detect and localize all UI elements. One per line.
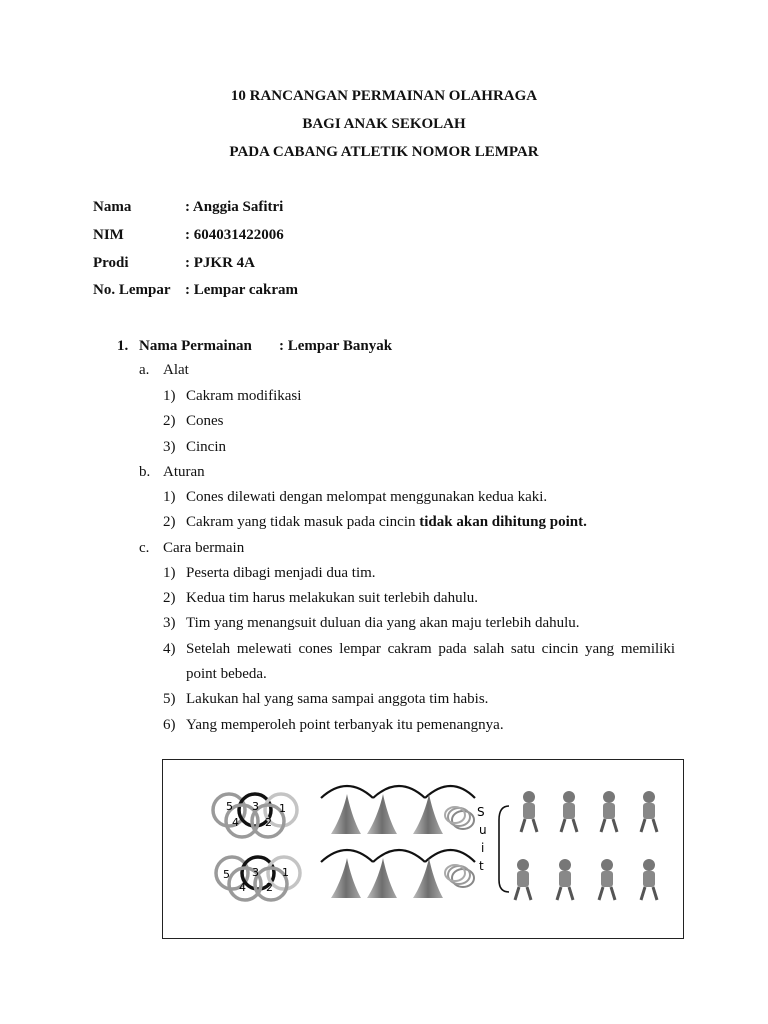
aturan-item-plain: Cakram yang tidak masuk pada cincin (186, 514, 420, 530)
alat-marker: a. (139, 362, 150, 378)
cone-icon (413, 794, 443, 834)
identity-label-nama: Nama (93, 199, 132, 215)
ring-group-bottom (216, 857, 300, 900)
suit-letter: i (481, 841, 485, 855)
player-figure-icon (561, 791, 577, 832)
cara-item-text: Lakukan hal yang sama sampai anggota tim habis. (186, 691, 489, 707)
alat-item-text: Cincin (186, 439, 226, 455)
cone-icon (331, 858, 361, 898)
ring-number: 2 (266, 881, 273, 894)
ring-group-top (213, 794, 297, 837)
alat-item-num: 1) (163, 388, 176, 404)
ring-number: 1 (282, 866, 289, 879)
doc-title-line1: 10 RANCANGAN PERMAINAN OLAHRAGA (230, 88, 538, 104)
player-figure-icon (557, 859, 573, 900)
identity-value-nama: : Anggia Safitri (185, 199, 284, 215)
aturan-item-text (186, 514, 587, 531)
jump-arc-icon (425, 850, 475, 862)
player-row-top (521, 791, 657, 832)
jump-arc-icon (373, 786, 425, 798)
identity-value-nim: : 604031422006 (185, 227, 284, 243)
cara-item-num: 6) (163, 717, 176, 733)
identity-label-lempar: No. Lempar (93, 282, 171, 298)
alat-item-text: Cakram modifikasi (186, 388, 302, 404)
cara-item-num: 2) (163, 590, 176, 606)
player-figure-icon (601, 791, 617, 832)
cone-icon (367, 858, 397, 898)
ring-number: 3 (252, 866, 259, 879)
jump-arc-icon (425, 786, 475, 798)
cara-item-num: 1) (163, 565, 176, 581)
ring-number: 2 (265, 816, 272, 829)
aturan-item-num: 1) (163, 489, 176, 505)
cara-item-text: Tim yang menangsuit duluan dia yang akan maju terlebih dahulu. (186, 615, 580, 631)
player-figure-icon (599, 859, 615, 900)
section-number: 1. (117, 338, 129, 354)
cara-marker: c. (139, 540, 150, 556)
diagram-canvas (163, 760, 685, 940)
cara-item-text: Peserta dibagi menjadi dua tim. (186, 565, 376, 581)
player-row-bottom (515, 859, 657, 900)
ring-number: 4 (232, 816, 239, 829)
ring-number: 1 (279, 802, 286, 815)
cone-group-bottom (321, 850, 475, 898)
suit-letter: t (479, 859, 484, 873)
ring-number: 3 (252, 800, 259, 813)
discus-stack-top (445, 807, 474, 829)
player-figure-icon (515, 859, 531, 900)
identity-label-nim: NIM (93, 227, 124, 243)
aturan-item-num: 2) (163, 514, 176, 530)
alat-title: Alat (163, 362, 189, 378)
ring-number: 5 (223, 868, 230, 881)
game-field-diagram (162, 759, 684, 939)
cara-item-text: Kedua tim harus melakukan suit terlebih dahulu. (186, 590, 479, 606)
suit-letter: S (477, 805, 485, 819)
player-figure-icon (521, 791, 537, 832)
identity-value-prodi: : PJKR 4A (185, 255, 255, 271)
aturan-marker: b. (139, 464, 151, 480)
cara-item-text-cont: point bebeda. (186, 666, 267, 682)
identity-value-lempar: : Lempar cakram (185, 282, 299, 298)
game-name-label: Nama Permainan (139, 338, 252, 354)
alat-item-num: 2) (163, 413, 176, 429)
cara-item-num: 5) (163, 691, 176, 707)
aturan-item-bold: tidak akan dihitung point. (419, 514, 587, 530)
cara-item-text: Setelah melewati cones lempar cakram pada salah satu cincin yang memiliki (186, 641, 675, 657)
doc-title-line3: PADA CABANG ATLETIK NOMOR LEMPAR (229, 144, 539, 160)
cone-icon (413, 858, 443, 898)
alat-item-text: Cones (186, 413, 224, 429)
ring-number: 5 (226, 800, 233, 813)
alat-item-num: 3) (163, 439, 176, 455)
cone-icon (331, 794, 361, 834)
player-figure-icon (641, 859, 657, 900)
aturan-item-text: Cones dilewati dengan melompat menggunakan kedua kaki. (186, 489, 548, 505)
aturan-title: Aturan (163, 464, 205, 480)
cara-item-text: Yang memperoleh point terbanyak itu pemenangnya. (186, 717, 504, 733)
cara-item-num: 3) (163, 615, 176, 631)
identity-label-prodi: Prodi (93, 255, 129, 271)
team-bracket (499, 806, 509, 892)
doc-title-line2: BAGI ANAK SEKOLAH (302, 116, 466, 132)
game-name-value: : Lempar Banyak (279, 338, 393, 354)
cara-item-num: 4) (163, 641, 176, 657)
suit-letter: u (479, 823, 487, 837)
jump-arc-icon (373, 850, 425, 862)
discus-stack-bottom (445, 865, 474, 887)
ring-number: 4 (239, 881, 246, 894)
cone-icon (367, 794, 397, 834)
cara-title: Cara bermain (163, 540, 245, 556)
player-figure-icon (641, 791, 657, 832)
